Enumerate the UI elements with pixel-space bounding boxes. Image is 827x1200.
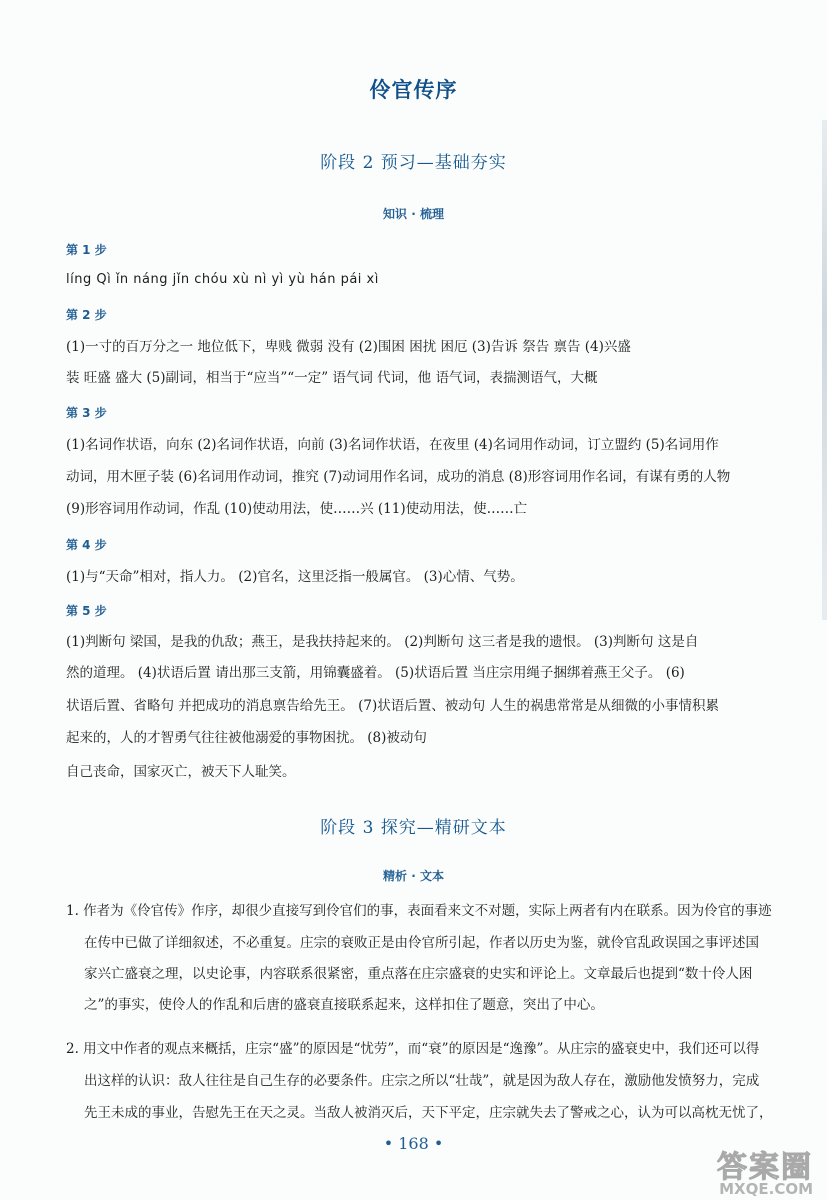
stage-2-subheading: 知识 · 梳理	[383, 207, 444, 221]
analysis-1-line-3: 家兴亡盛衰之理，以史论事，内容联系很紧密，重点落在庄宗盛衰的史实和评论上。文章最后也提到“数十伶人困	[84, 966, 753, 982]
page-number: • 168 •	[383, 1134, 444, 1153]
analysis-2-line-1: 2. 用文中作者的观点来概括，庄宗“盛”的原因是“忧劳”，而“衰”的原因是“逸豫”。从庄宗的盛衰史中，我们还可以得	[66, 1041, 760, 1057]
analysis-1-line-1: 1. 作者为《伶官传》作序，却很少直接写到伶官们的事，表面看来文不对题，实际上两者有内在联系。因为伶官的事迹	[66, 903, 772, 919]
step-2-line-1: (1)一寸的百万分之一 地位低下，卑贱 微弱 没有 (2)围困 困扰 困厄 (3)告诉 祭告 禀告 (4)兴盛	[66, 339, 631, 355]
step-5-label: 第 5 步	[66, 604, 107, 618]
analysis-1-line-2: 在传中已做了详细叙述，不必重复。庄宗的衰败正是由伶官所引起，作者以历史为鉴，就伶官乱政误国之事评述国	[84, 935, 759, 951]
analysis-2-line-2: 出这样的认识：敌人往往是自己生存的必要条件。庄宗之所以“壮哉”，就是因为敌人存在，激励他发愤努力，完成	[84, 1073, 760, 1089]
stage-2-heading: 阶段 2 预习—基础夯实	[320, 153, 507, 173]
watermark-logo	[689, 1140, 819, 1198]
step-3-line-3: (9)形容词用作动词，作乱 (10)使动用法，使……兴 (11)使动用法，使……亡	[66, 501, 528, 517]
watermark-url: MXQE.COM	[719, 1180, 813, 1198]
analysis-2-line-3: 先王未成的事业，告慰先王在天之灵。当敌人被消灭后，天下平定，庄宗就失去了警戒之心，认为可以高枕无忧了，	[84, 1105, 773, 1121]
watermark-text: 答案圈	[717, 1150, 813, 1185]
step-1-pinyin-line: líng Qì ǐn náng jǐn chóu xù nì yì yù hán pái xì	[66, 272, 379, 287]
scan-margin-shadow	[822, 120, 827, 620]
step-3-line-1: (1)名词作状语，向东 (2)名词作状语，向前 (3)名词作状语，在夜里 (4)名词用作动词，订立盟约 (5)名词用作	[66, 437, 719, 453]
step-2-label: 第 2 步	[66, 308, 107, 322]
stage-3-heading: 阶段 3 探究—精研文本	[320, 818, 507, 838]
stage-3-subheading: 精析 · 文本	[383, 869, 444, 883]
step-5-line-2: 然的道理。 (4)状语后置 请出那三支箭，用锦囊盛着。 (5)状语后置 当庄宗用绳子捆绑着燕王父子。 (6)	[66, 665, 685, 681]
step-2-line-2: 装 旺盛 盛大 (5)副词，相当于“应当”“一定” 语气词 代词，他 语气词，表揣测语气，大概	[66, 370, 598, 386]
step-4-label: 第 4 步	[66, 538, 107, 552]
step-3-line-2: 动词，用木匣子装 (6)名词用作动词，推究 (7)动词用作名词，成功的消息 (8)形容词用作名词，有谋有勇的人物	[66, 469, 731, 485]
step-5-line-5: 自己丧命，国家灭亡，被天下人耻笑。	[66, 764, 296, 780]
analysis-1-line-4: 之”的事实，使伶人的作乱和后唐的盛衰直接联系起来，这样扣住了题意，突出了中心。	[84, 997, 604, 1013]
step-5-line-4: 起来的，人的才智勇气往往被他溺爱的事物困扰。 (8)被动句	[66, 730, 427, 746]
page-title: 伶官传序	[369, 77, 458, 102]
step-5-line-1: (1)判断句 梁国，是我的仇敌；燕王，是我扶持起来的。 (2)判断句 这三者是我的遗恨。 (3)判断句 这是自	[66, 634, 699, 650]
step-3-label: 第 3 步	[66, 406, 107, 420]
step-4-line-1: (1)与“天命”相对，指人力。 (2)官名，这里泛指一般属官。 (3)心情、气势。	[66, 569, 524, 585]
step-5-line-3: 状语后置、省略句 并把成功的消息禀告给先王。 (7)状语后置、被动句 人生的祸患常常是从细微的小事情积累	[66, 698, 719, 714]
step-1-label: 第 1 步	[66, 243, 107, 257]
